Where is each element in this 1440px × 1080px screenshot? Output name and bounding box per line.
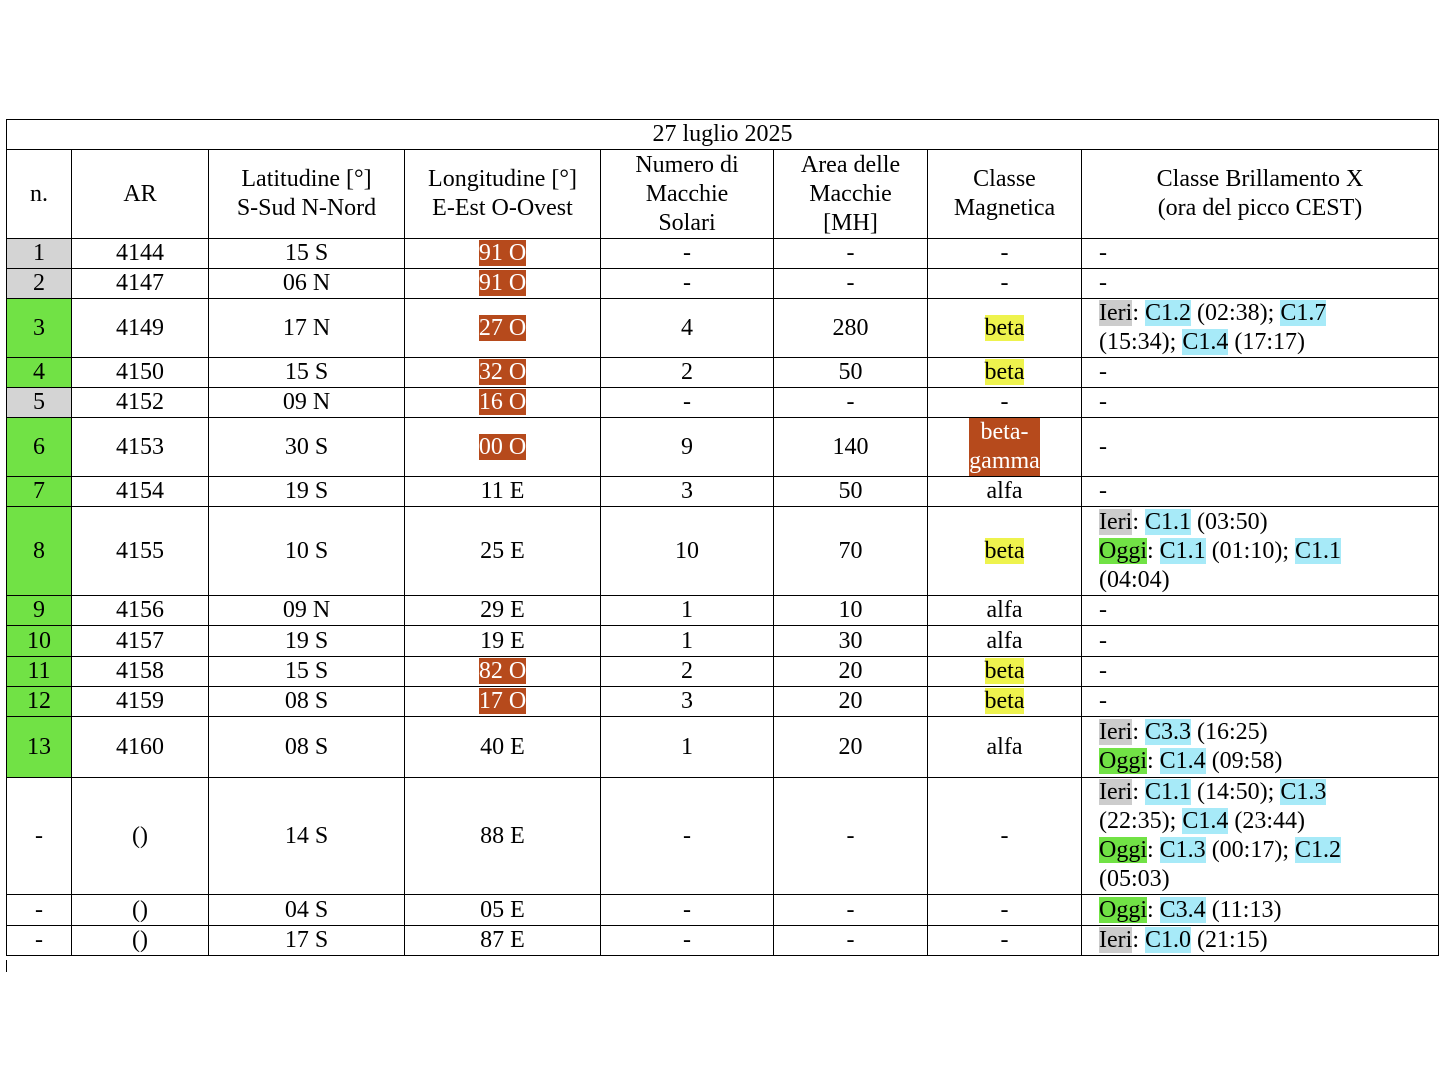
flare-line bbox=[1099, 299, 1432, 328]
flare-line bbox=[1099, 269, 1432, 298]
flare-text: - bbox=[1099, 270, 1107, 296]
flare-text: (04:04) bbox=[1099, 566, 1170, 593]
header-flare-class bbox=[1082, 150, 1439, 239]
ar-cell: 4159 bbox=[72, 687, 209, 717]
latitude-cell: 14 S bbox=[209, 778, 405, 895]
flare-class-cell bbox=[1082, 895, 1439, 926]
flare-class-tag: C1.2 bbox=[1144, 300, 1191, 326]
table-row bbox=[7, 239, 1439, 269]
flare-text: : bbox=[1132, 927, 1145, 953]
flare-line bbox=[1099, 477, 1432, 506]
flare-class-tag: C1.4 bbox=[1182, 808, 1229, 834]
flare-text: - bbox=[1099, 389, 1107, 415]
longitude-cell bbox=[405, 418, 601, 477]
ar-cell: 4152 bbox=[72, 388, 209, 418]
latitude-cell: 15 S bbox=[209, 358, 405, 388]
flare-class-tag: C1.0 bbox=[1144, 927, 1191, 953]
sunspot-area-cell: - bbox=[774, 269, 928, 299]
latitude-cell: 30 S bbox=[209, 418, 405, 477]
header-longitude bbox=[405, 150, 601, 239]
sunspot-number-cell: 1 bbox=[601, 626, 774, 657]
table-row bbox=[7, 358, 1439, 388]
magnetic-class-cell: - bbox=[928, 778, 1082, 895]
sunspot-number-cell: 9 bbox=[601, 418, 774, 477]
flare-text: (09:58) bbox=[1205, 748, 1283, 774]
longitude-cell: 25 E bbox=[405, 507, 601, 596]
ar-cell: () bbox=[72, 926, 209, 956]
longitude-cell-highlight: 91 O bbox=[478, 270, 527, 296]
flare-class-tag: C1.4 bbox=[1159, 748, 1206, 774]
header-ar: AR bbox=[72, 150, 209, 239]
flare-text: (00:17); bbox=[1205, 837, 1296, 863]
flare-line bbox=[1099, 747, 1432, 776]
longitude-cell: 88 E bbox=[405, 778, 601, 895]
flare-class-cell bbox=[1082, 358, 1439, 388]
longitude-cell-highlight: 82 O bbox=[478, 658, 527, 684]
sunspot-area-cell: - bbox=[774, 388, 928, 418]
table-edge-tick bbox=[6, 960, 7, 972]
flare-class-tag: C3.4 bbox=[1159, 896, 1206, 923]
longitude-cell-highlight: 91 O bbox=[478, 240, 527, 266]
flare-class-cell bbox=[1082, 657, 1439, 687]
header-latitude bbox=[209, 150, 405, 239]
sunspot-number-cell: - bbox=[601, 778, 774, 895]
flare-class-cell bbox=[1082, 596, 1439, 626]
flare-class-cell bbox=[1082, 239, 1439, 269]
sunspot-area-cell: 10 bbox=[774, 596, 928, 626]
header-sunspot-number-line: Numero di bbox=[635, 151, 739, 178]
flare-line bbox=[1099, 657, 1432, 686]
latitude-cell: 19 S bbox=[209, 477, 405, 507]
header-row bbox=[7, 150, 1439, 239]
flare-text: (02:38); bbox=[1191, 300, 1281, 326]
flare-class-cell bbox=[1082, 299, 1439, 358]
sunspot-area-cell: 70 bbox=[774, 507, 928, 596]
ar-cell: () bbox=[72, 895, 209, 926]
magnetic-class-cell: - bbox=[928, 239, 1082, 269]
flare-class-tag: C1.2 bbox=[1295, 837, 1342, 863]
flare-text: : bbox=[1147, 896, 1160, 923]
longitude-cell: 40 E bbox=[405, 717, 601, 778]
row-number-cell: 1 bbox=[7, 239, 72, 269]
sunspot-number-cell: 3 bbox=[601, 687, 774, 717]
row-number-cell: 4 bbox=[7, 358, 72, 388]
longitude-cell bbox=[405, 687, 601, 717]
flare-line bbox=[1099, 926, 1432, 955]
magnetic-class-cell-highlight: beta bbox=[984, 658, 1025, 684]
sunspot-area-cell: 20 bbox=[774, 717, 928, 778]
table-row bbox=[7, 299, 1439, 358]
flare-class-tag: C1.1 bbox=[1144, 779, 1191, 805]
header-longitude-line: Longitudine [°] bbox=[428, 166, 577, 192]
latitude-cell: 06 N bbox=[209, 269, 405, 299]
magnetic-class-cell: - bbox=[928, 895, 1082, 926]
sunspot-report bbox=[6, 119, 1439, 956]
flare-text: (17:17) bbox=[1228, 329, 1305, 355]
ar-cell: 4150 bbox=[72, 358, 209, 388]
magnetic-class-cell-highlight: beta bbox=[984, 314, 1025, 341]
longitude-cell-highlight: 17 O bbox=[478, 688, 527, 714]
flare-class-cell bbox=[1082, 269, 1439, 299]
latitude-cell: 15 S bbox=[209, 239, 405, 269]
header-latitude-line: Latitudine [°] bbox=[241, 166, 372, 192]
flare-class-tag: C1.3 bbox=[1280, 779, 1327, 805]
flare-text: (16:25) bbox=[1191, 719, 1268, 745]
flare-line bbox=[1099, 718, 1432, 747]
row-number-cell: - bbox=[7, 895, 72, 926]
sunspot-area-cell: - bbox=[774, 895, 928, 926]
sunspot-number-cell: - bbox=[601, 239, 774, 269]
sunspot-number-cell: 2 bbox=[601, 358, 774, 388]
flare-line bbox=[1099, 328, 1432, 357]
header-sunspot-area-line: Area delle bbox=[800, 151, 901, 178]
flare-class-tag: C1.1 bbox=[1159, 537, 1206, 564]
ar-cell: 4153 bbox=[72, 418, 209, 477]
table-body bbox=[7, 239, 1439, 956]
flare-text: : bbox=[1147, 537, 1160, 564]
flare-line bbox=[1099, 596, 1432, 625]
oggi-tag: Oggi bbox=[1099, 837, 1147, 863]
flare-line bbox=[1099, 807, 1432, 836]
latitude-cell: 04 S bbox=[209, 895, 405, 926]
longitude-cell: 29 E bbox=[405, 596, 601, 626]
flare-class-tag: C1.1 bbox=[1144, 508, 1191, 535]
table-row bbox=[7, 626, 1439, 657]
sunspot-number-cell: 1 bbox=[601, 717, 774, 778]
flare-text: : bbox=[1132, 719, 1145, 745]
row-number-cell: 9 bbox=[7, 596, 72, 626]
table-row bbox=[7, 596, 1439, 626]
header-flare-class-line: (ora del picco CEST) bbox=[1157, 195, 1363, 221]
longitude-cell-highlight: 27 O bbox=[478, 314, 527, 341]
flare-line bbox=[1099, 537, 1432, 566]
row-number-cell: 10 bbox=[7, 626, 72, 657]
flare-text: (21:15) bbox=[1191, 927, 1268, 953]
flare-class-cell bbox=[1082, 926, 1439, 956]
sunspot-area-cell: - bbox=[774, 926, 928, 956]
flare-line bbox=[1099, 433, 1432, 462]
header-magnetic-class-line: Magnetica bbox=[953, 195, 1056, 221]
magnetic-class-cell-highlight: beta- gamma bbox=[969, 419, 1040, 474]
oggi-tag: Oggi bbox=[1099, 537, 1147, 564]
flare-text: (15:34); bbox=[1099, 329, 1183, 355]
flare-text: (05:03) bbox=[1099, 866, 1170, 892]
flare-text: - bbox=[1099, 688, 1107, 714]
flare-class-cell bbox=[1082, 388, 1439, 418]
flare-class-tag: C1.4 bbox=[1182, 329, 1229, 355]
table-row bbox=[7, 477, 1439, 507]
ieri-tag: Ieri bbox=[1099, 300, 1133, 326]
ar-cell: 4144 bbox=[72, 239, 209, 269]
flare-class-cell bbox=[1082, 477, 1439, 507]
ar-cell: () bbox=[72, 778, 209, 895]
flare-line bbox=[1099, 627, 1432, 656]
ar-cell: 4149 bbox=[72, 299, 209, 358]
flare-line bbox=[1099, 896, 1432, 925]
longitude-cell bbox=[405, 388, 601, 418]
table-row bbox=[7, 717, 1439, 778]
header-n: n. bbox=[7, 150, 72, 239]
flare-text: (03:50) bbox=[1191, 508, 1268, 535]
flare-text: : bbox=[1132, 300, 1145, 326]
magnetic-class-cell bbox=[928, 507, 1082, 596]
header-sunspot-area bbox=[774, 150, 928, 239]
flare-line bbox=[1099, 865, 1432, 894]
flare-class-tag: C1.3 bbox=[1159, 837, 1206, 863]
longitude-cell-highlight: 16 O bbox=[478, 389, 527, 415]
sunspot-number-cell: - bbox=[601, 269, 774, 299]
flare-text: (11:13) bbox=[1205, 896, 1282, 923]
flare-text: : bbox=[1147, 837, 1160, 863]
magnetic-class-cell bbox=[928, 358, 1082, 388]
magnetic-class-cell: - bbox=[928, 269, 1082, 299]
latitude-cell: 10 S bbox=[209, 507, 405, 596]
ar-cell: 4155 bbox=[72, 507, 209, 596]
flare-text: (01:10); bbox=[1205, 537, 1296, 564]
magnetic-class-cell bbox=[928, 418, 1082, 477]
sunspot-area-cell: - bbox=[774, 239, 928, 269]
active-regions-table bbox=[6, 119, 1439, 956]
ar-cell: 4147 bbox=[72, 269, 209, 299]
flare-class-tag: C1.1 bbox=[1295, 537, 1342, 564]
flare-text: (14:50); bbox=[1191, 779, 1281, 805]
row-number-cell: 8 bbox=[7, 507, 72, 596]
flare-class-cell bbox=[1082, 687, 1439, 717]
flare-text: - bbox=[1099, 627, 1107, 654]
longitude-cell bbox=[405, 299, 601, 358]
flare-class-tag: C1.7 bbox=[1280, 300, 1327, 326]
table-row bbox=[7, 388, 1439, 418]
sunspot-number-cell: 4 bbox=[601, 299, 774, 358]
oggi-tag: Oggi bbox=[1099, 896, 1147, 923]
sunspot-area-cell: 20 bbox=[774, 657, 928, 687]
row-number-cell: - bbox=[7, 926, 72, 956]
latitude-cell: 17 S bbox=[209, 926, 405, 956]
header-latitude-line: S-Sud N-Nord bbox=[236, 195, 377, 221]
flare-line bbox=[1099, 239, 1432, 268]
ieri-tag: Ieri bbox=[1099, 508, 1133, 535]
table-row bbox=[7, 778, 1439, 895]
table-row bbox=[7, 507, 1439, 596]
latitude-cell: 09 N bbox=[209, 388, 405, 418]
magnetic-class-cell-highlight: beta bbox=[984, 359, 1025, 385]
latitude-cell: 17 N bbox=[209, 299, 405, 358]
longitude-cell-highlight: 32 O bbox=[478, 359, 527, 385]
sunspot-area-cell: - bbox=[774, 778, 928, 895]
row-number-cell: 6 bbox=[7, 418, 72, 477]
row-number-cell: 13 bbox=[7, 717, 72, 778]
sunspot-area-cell: 30 bbox=[774, 626, 928, 657]
table-row bbox=[7, 926, 1439, 956]
table-row bbox=[7, 657, 1439, 687]
flare-class-cell bbox=[1082, 778, 1439, 895]
sunspot-area-cell: 280 bbox=[774, 299, 928, 358]
flare-text: (22:35); bbox=[1099, 808, 1183, 834]
longitude-cell: 05 E bbox=[405, 895, 601, 926]
row-number-cell: 12 bbox=[7, 687, 72, 717]
longitude-cell-highlight: 00 O bbox=[478, 433, 527, 460]
sunspot-number-cell: 10 bbox=[601, 507, 774, 596]
longitude-cell bbox=[405, 657, 601, 687]
flare-line bbox=[1099, 687, 1432, 716]
magnetic-class-cell: alfa bbox=[928, 477, 1082, 507]
table-row bbox=[7, 269, 1439, 299]
oggi-tag: Oggi bbox=[1099, 748, 1147, 774]
table-row bbox=[7, 687, 1439, 717]
header-sunspot-number-line: Solari bbox=[658, 209, 716, 236]
ieri-tag: Ieri bbox=[1099, 927, 1133, 953]
magnetic-class-cell: - bbox=[928, 926, 1082, 956]
ar-cell: 4157 bbox=[72, 626, 209, 657]
ar-cell: 4160 bbox=[72, 717, 209, 778]
magnetic-class-cell bbox=[928, 657, 1082, 687]
row-number-cell: 3 bbox=[7, 299, 72, 358]
flare-line bbox=[1099, 388, 1432, 417]
sunspot-number-cell: - bbox=[601, 895, 774, 926]
row-number-cell: 2 bbox=[7, 269, 72, 299]
longitude-cell: 11 E bbox=[405, 477, 601, 507]
row-number-cell: 11 bbox=[7, 657, 72, 687]
flare-text: - bbox=[1099, 597, 1107, 623]
flare-text: - bbox=[1099, 240, 1107, 266]
sunspot-area-cell: 140 bbox=[774, 418, 928, 477]
flare-class-cell bbox=[1082, 626, 1439, 657]
magnetic-class-cell-highlight: beta bbox=[984, 537, 1025, 564]
header-sunspot-area-line: [MH] bbox=[823, 209, 878, 236]
header-magnetic-class-line: Classe bbox=[973, 166, 1036, 192]
sunspot-number-cell: 3 bbox=[601, 477, 774, 507]
longitude-cell: 87 E bbox=[405, 926, 601, 956]
sunspot-area-cell: 50 bbox=[774, 477, 928, 507]
longitude-cell bbox=[405, 358, 601, 388]
ar-cell: 4154 bbox=[72, 477, 209, 507]
flare-text: - bbox=[1099, 658, 1107, 684]
flare-text: : bbox=[1132, 508, 1145, 535]
flare-class-tag: C3.3 bbox=[1144, 719, 1191, 745]
flare-class-cell bbox=[1082, 717, 1439, 778]
magnetic-class-cell: alfa bbox=[928, 717, 1082, 778]
flare-text: : bbox=[1132, 779, 1145, 805]
sunspot-number-cell: 2 bbox=[601, 657, 774, 687]
ieri-tag: Ieri bbox=[1099, 779, 1133, 805]
ar-cell: 4158 bbox=[72, 657, 209, 687]
latitude-cell: 09 N bbox=[209, 596, 405, 626]
magnetic-class-cell-highlight: beta bbox=[984, 688, 1025, 714]
magnetic-class-cell: alfa bbox=[928, 626, 1082, 657]
header-sunspot-area-line: Macchie bbox=[809, 180, 892, 207]
magnetic-class-cell: - bbox=[928, 388, 1082, 418]
latitude-cell: 19 S bbox=[209, 626, 405, 657]
header-longitude-line: E-Est O-Ovest bbox=[432, 195, 573, 221]
flare-line bbox=[1099, 778, 1432, 807]
flare-line bbox=[1099, 358, 1432, 387]
ieri-tag: Ieri bbox=[1099, 719, 1133, 745]
magnetic-class-cell bbox=[928, 299, 1082, 358]
flare-line bbox=[1099, 508, 1432, 537]
flare-text: - bbox=[1099, 478, 1107, 504]
latitude-cell: 08 S bbox=[209, 687, 405, 717]
flare-line bbox=[1099, 836, 1432, 865]
flare-text: (23:44) bbox=[1228, 808, 1305, 834]
sunspot-number-cell: 1 bbox=[601, 596, 774, 626]
row-number-cell: 5 bbox=[7, 388, 72, 418]
longitude-cell: 19 E bbox=[405, 626, 601, 657]
sunspot-area-cell: 50 bbox=[774, 358, 928, 388]
ar-cell: 4156 bbox=[72, 596, 209, 626]
header-flare-class-line: Classe Brillamento X bbox=[1156, 166, 1364, 192]
sunspot-area-cell: 20 bbox=[774, 687, 928, 717]
magnetic-class-cell: alfa bbox=[928, 596, 1082, 626]
flare-text: - bbox=[1099, 433, 1107, 460]
header-magnetic-class bbox=[928, 150, 1082, 239]
latitude-cell: 08 S bbox=[209, 717, 405, 778]
magnetic-class-cell bbox=[928, 687, 1082, 717]
flare-line bbox=[1099, 566, 1432, 595]
report-date: 27 luglio 2025 bbox=[7, 120, 1439, 150]
flare-class-cell bbox=[1082, 418, 1439, 477]
header-sunspot-number bbox=[601, 150, 774, 239]
table-row bbox=[7, 418, 1439, 477]
table-row bbox=[7, 895, 1439, 926]
flare-class-cell bbox=[1082, 507, 1439, 596]
longitude-cell bbox=[405, 239, 601, 269]
flare-text: - bbox=[1099, 359, 1107, 385]
flare-text: : bbox=[1147, 748, 1160, 774]
header-sunspot-number-line: Macchie bbox=[645, 180, 729, 207]
sunspot-number-cell: - bbox=[601, 388, 774, 418]
sunspot-number-cell: - bbox=[601, 926, 774, 956]
row-number-cell: 7 bbox=[7, 477, 72, 507]
longitude-cell bbox=[405, 269, 601, 299]
row-number-cell: - bbox=[7, 778, 72, 895]
latitude-cell: 15 S bbox=[209, 657, 405, 687]
